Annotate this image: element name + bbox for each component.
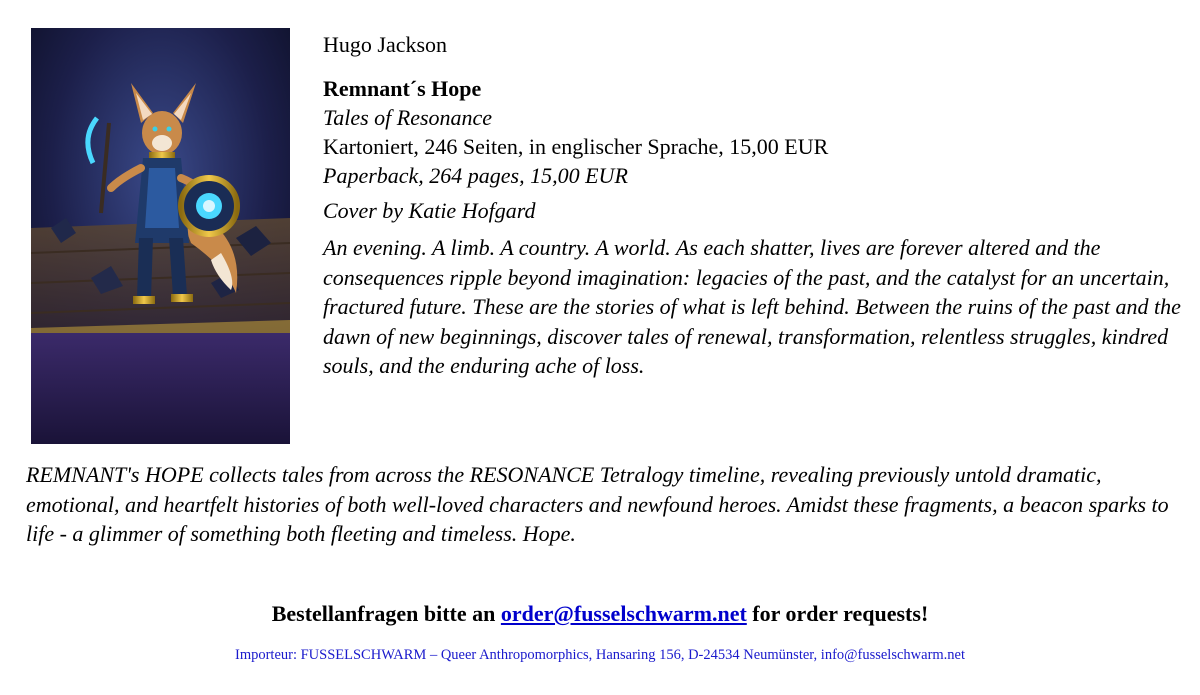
book-title: Remnant´s Hope <box>323 76 482 101</box>
book-author: Hugo Jackson <box>323 32 448 57</box>
book-info <box>323 30 1183 381</box>
importer-info: Importeur: FUSSELSCHWARM – Queer Anthropomorphics, Hansaring 156, D-24534 Neumünster, info@fusselschwarm.net <box>234 647 966 663</box>
book-details-english: Paperback, 264 pages, 15,00 EUR <box>323 163 628 188</box>
cover-credit: Cover by Katie Hofgard <box>323 198 536 223</box>
order-suffix: for order requests! <box>746 601 929 626</box>
book-cover-image[interactable] <box>31 28 290 444</box>
order-email-link[interactable]: order@fusselschwarm.net <box>500 601 747 626</box>
book-series: Tales of Resonance <box>323 105 493 130</box>
book-blurb: An evening. A limb. A country. A world. As each shatter, lives are forever altered and the consequences ripple beyond imagination: legacies of the past, and the catalyst for an uncertain, fractured future. These are the stories of what is left behind. Between the ruins of the past and the dawn of new beginnings, discover tales of renewal, transformation, relentless struggles, kindred souls, and the enduring ache of loss. <box>323 235 1181 378</box>
order-request <box>0 601 1200 627</box>
book-details-german: Kartoniert, 246 Seiten, in englischer Sprache, 15,00 EUR <box>323 134 829 159</box>
book-summary: REMNANT's HOPE collects tales from across the RESONANCE Tetralogy timeline, revealing previously untold dramatic, emotional, and heartfelt histories of both well-loved characters and newfound heroes. Amidst these fragments, a beacon sparks to life - a glimmer of something both fleeting and timeless. Hope. <box>26 462 1169 546</box>
order-prefix: Bestellanfragen bitte an <box>271 601 501 626</box>
